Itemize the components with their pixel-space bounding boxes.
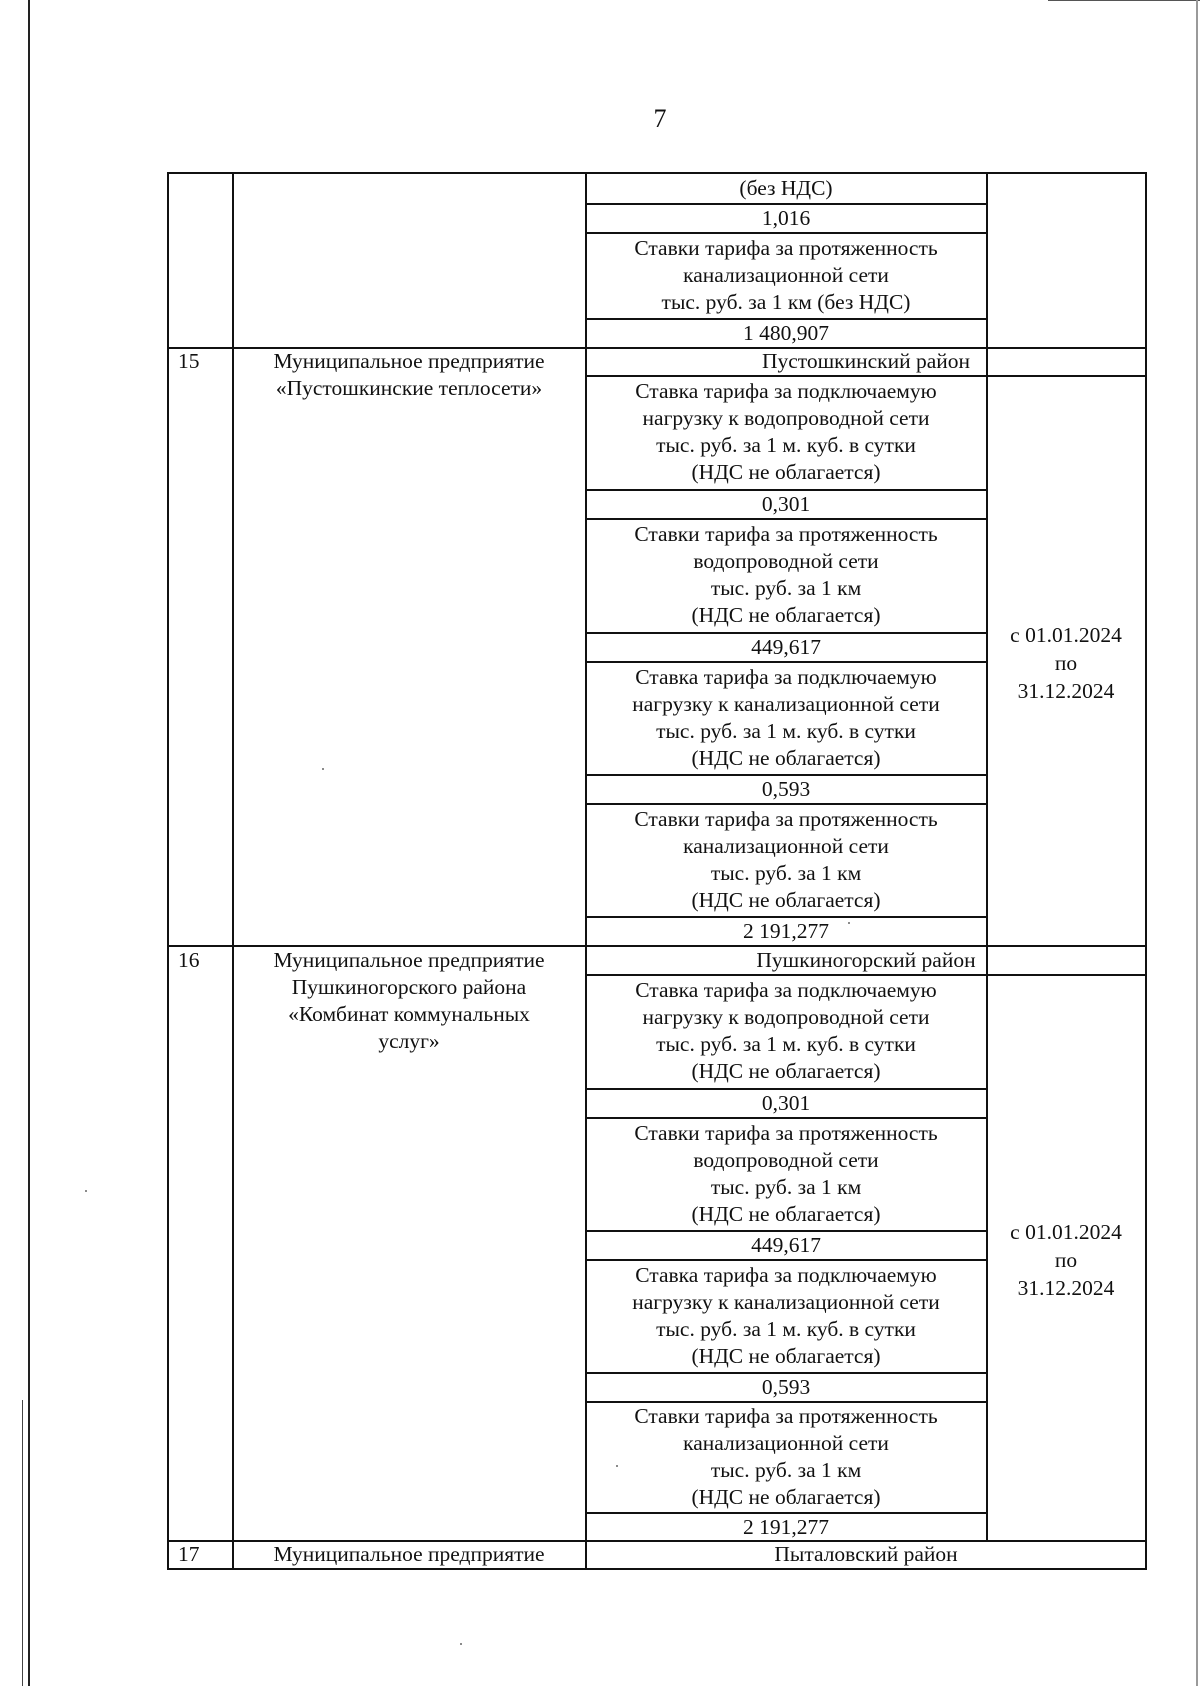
tariff-cell-value: 0,301 xyxy=(761,1091,811,1115)
organization-name: Муниципальное предприятие xyxy=(273,1542,545,1566)
tariff-cell-vat-note: (без НДС) xyxy=(739,176,833,200)
scan-speck xyxy=(616,1465,618,1467)
tariff-cell-label: Ставки тарифа за протяженность канализационной сети тыс. руб. за 1 км (без НДС) xyxy=(634,236,938,314)
tariff-cell-label: Ставки тарифа за протяженность водопроводной сети тыс. руб. за 1 км (НДС не облагается) xyxy=(634,1121,938,1226)
table-border-bottom xyxy=(167,1568,1147,1570)
tariff-cell-value: 449,617 xyxy=(751,635,821,659)
scan-speck xyxy=(85,1190,87,1192)
district-name: Пыталовский район xyxy=(774,1542,958,1566)
row-number: 15 xyxy=(178,349,200,373)
tariff-cell-label: Ставки тарифа за протяженность канализационной сети тыс. руб. за 1 км (НДС не облагается) xyxy=(634,1404,938,1509)
district-name: Пустошкинский район xyxy=(761,349,971,373)
tariff-cell-label: Ставка тарифа за подключаемую нагрузку к водопроводной сети тыс. руб. за 1 м. куб. в сутки (НДС не облагается) xyxy=(635,978,937,1083)
tariff-divider xyxy=(585,1259,987,1261)
tariff-cell-label: Ставки тарифа за протяженность водопроводной сети тыс. руб. за 1 км (НДС не облагается) xyxy=(634,522,938,627)
tariff-divider xyxy=(585,232,987,234)
column-divider-tariff xyxy=(986,172,988,1540)
table-border-left xyxy=(167,172,169,1570)
organization-name: Муниципальное предприятие Пушкиногорского района «Комбинат коммунальных услуг» xyxy=(273,948,545,1053)
tariff-divider xyxy=(585,661,987,663)
tariff-divider xyxy=(585,803,987,805)
tariff-cell-value: 1 480,907 xyxy=(743,321,829,345)
tariff-cell-label: Ставка тарифа за подключаемую нагрузку к канализационной сети тыс. руб. за 1 м. куб. в сутки (НДС не облагается) xyxy=(632,1263,940,1368)
tariff-cell-value: 2 191,277 xyxy=(743,919,829,943)
district-name: Пушкиногорский район xyxy=(756,948,976,972)
table-border-top xyxy=(167,172,1147,174)
tariff-cell-value: 2 191,277 xyxy=(743,1515,829,1539)
tariff-cell-value: 0,593 xyxy=(761,1375,811,1399)
scan-speck xyxy=(460,1643,462,1645)
validity-period: с 01.01.2024 по 31.12.2024 xyxy=(1010,1220,1122,1300)
validity-period: с 01.01.2024 по 31.12.2024 xyxy=(1010,623,1122,703)
organization-name: Муниципальное предприятие «Пустошкинские теплосети» xyxy=(273,349,545,400)
scan-speck xyxy=(848,922,850,924)
tariff-cell-label: Ставка тарифа за подключаемую нагрузку к канализационной сети тыс. руб. за 1 м. куб. в сутки (НДС не облагается) xyxy=(632,665,940,770)
tariff-cell-label: Ставки тарифа за протяженность канализационной сети тыс. руб. за 1 км (НДС не облагается) xyxy=(634,807,938,912)
district-divider-16 xyxy=(585,974,1147,976)
table-border-right xyxy=(1145,172,1147,1570)
tariff-divider xyxy=(585,1117,987,1119)
tariff-cell-value: 1,016 xyxy=(761,206,811,230)
district-divider-15 xyxy=(585,375,1147,377)
tariff-cell-value: 449,617 xyxy=(751,1233,821,1257)
scan-speck xyxy=(322,768,324,770)
tariff-cell-value: 0,593 xyxy=(761,777,811,801)
row-number: 16 xyxy=(178,948,200,972)
page-number: 7 xyxy=(653,104,667,133)
row-number: 17 xyxy=(178,1542,200,1566)
tariff-cell-value: 0,301 xyxy=(761,492,811,516)
tariff-cell-label: Ставка тарифа за подключаемую нагрузку к водопроводной сети тыс. руб. за 1 м. куб. в сутки (НДС не облагается) xyxy=(635,379,937,484)
tariff-divider xyxy=(585,518,987,520)
